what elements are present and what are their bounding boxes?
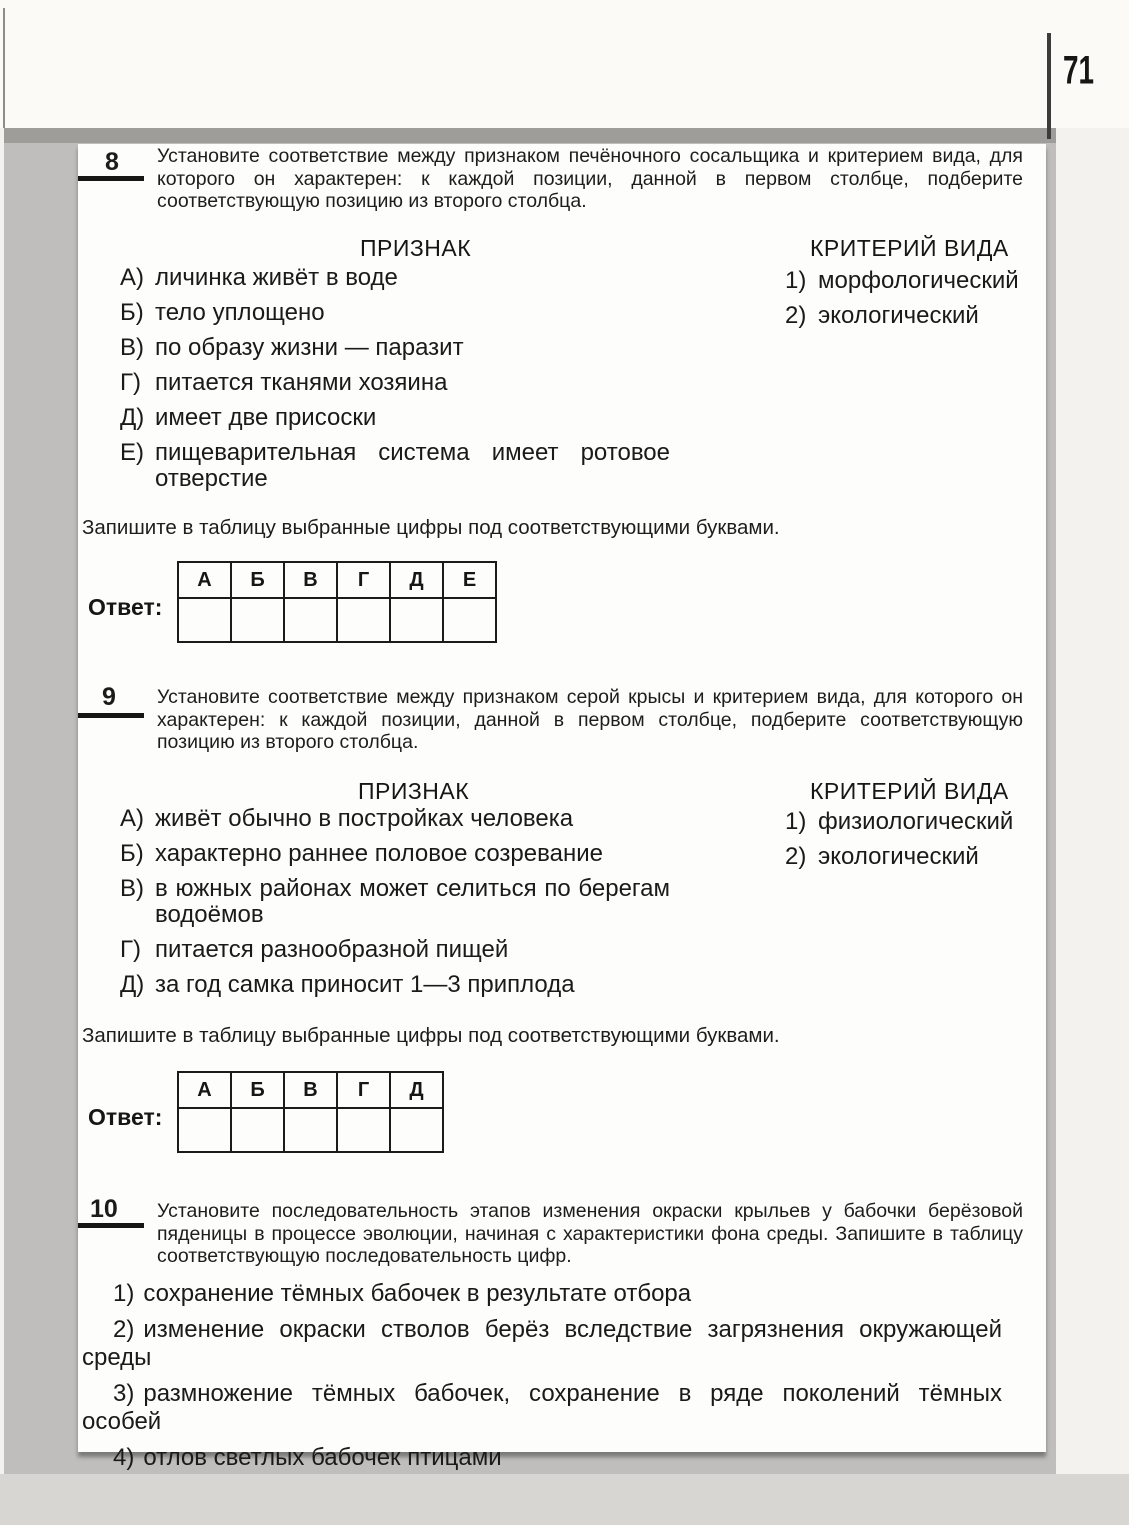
feature-label: А) (120, 805, 144, 832)
answer-input-cell[interactable] (284, 1108, 337, 1152)
answer-column-header: В (284, 1072, 337, 1108)
option-number: 1) (113, 1280, 135, 1307)
answer-input-cell[interactable] (231, 1108, 284, 1152)
question-statement: Установите соответствие между признаком серой крысы и критерием вида, для которого он характерен: к каждой позиции, данной в первом столбце, подберите соответствующую позицию из второго столбца. (157, 686, 1023, 753)
feature-list (120, 265, 680, 501)
answer-input-cell[interactable] (178, 1108, 231, 1152)
option-text: размножение тёмных бабочек, сохранение в ряде поколений тёмных особей (82, 1380, 1002, 1435)
option-item (82, 1316, 1002, 1372)
answer-instruction: Запишите в таблицу выбранные цифры под соответствующими буквами. (82, 1024, 780, 1047)
feature-label: А) (120, 264, 144, 291)
feature-text: пищеварительная система имеет ротовое отверстие (155, 439, 670, 492)
question-statement: Установите последовательность этапов изменения окраски крыльев у бабочки берёзовой пяденицы в процессе эволюции, начиная с характеристики фона среды. Запишите в таблицу соответствующую последовательность цифр. (157, 1200, 1023, 1267)
criterion-text: морфологический (818, 267, 1019, 294)
question-number-underline (78, 176, 144, 181)
page-top-margin (0, 0, 1129, 128)
criteria-column-header: КРИТЕРИЙ ВИДА (810, 778, 1009, 804)
feature-item (120, 972, 680, 998)
feature-label: Б) (120, 840, 144, 867)
answer-input-cell[interactable] (390, 598, 443, 642)
answer-input-cell[interactable] (178, 598, 231, 642)
feature-text: имеет две присоски (155, 404, 377, 431)
option-item (82, 1444, 1002, 1472)
answer-input-cell[interactable] (390, 1108, 443, 1152)
question-number: 10 (90, 1195, 118, 1223)
answer-input-cell[interactable] (231, 598, 284, 642)
feature-text: живёт обычно в постройках человека (155, 805, 574, 832)
question-statement: Установите соответствие между признаком печёночного сосальщика и критерием вида, для которого он характерен: к каждой позиции, данной в первом столбце, подберите соответствующую позицию из второго столбца. (157, 145, 1023, 212)
answer-input-cell[interactable] (337, 598, 390, 642)
feature-text: питается тканями хозяина (155, 369, 448, 396)
feature-label: Г) (120, 936, 141, 963)
feature-item (120, 300, 680, 326)
feature-text: в южных районах может селиться по берегам водоёмов (155, 875, 670, 928)
feature-text: по образу жизни — паразит (155, 334, 464, 361)
feature-label: Д) (120, 404, 145, 431)
feature-text: характерно раннее половое созревание (155, 840, 603, 867)
answer-input-cell[interactable] (443, 598, 496, 642)
option-number: 4) (113, 1444, 135, 1471)
question-number-underline (78, 1223, 144, 1228)
criterion-item (785, 303, 1019, 329)
criterion-label: 1) (785, 808, 807, 835)
answer-column-header: Е (443, 562, 496, 598)
criterion-text: экологический (818, 302, 979, 329)
feature-column-header: ПРИЗНАК (358, 778, 470, 804)
option-text: изменение окраски стволов берёз вследствие загрязнения окружающей среды (82, 1316, 1002, 1371)
feature-item (120, 841, 680, 867)
criterion-item (785, 844, 1013, 870)
answer-instruction: Запишите в таблицу выбранные цифры под соответствующими буквами. (82, 516, 780, 539)
answer-column-header: А (178, 562, 231, 598)
option-item (82, 1280, 1002, 1308)
feature-text: питается разнообразной пищей (155, 936, 509, 963)
answer-input-cell[interactable] (284, 598, 337, 642)
scan-edge-line (3, 8, 5, 128)
criterion-label: 1) (785, 267, 807, 294)
criterion-item (785, 268, 1019, 294)
question-number-underline (78, 713, 144, 718)
option-text: сохранение тёмных бабочек в результате отбора (143, 1280, 692, 1307)
answer-label: Ответ: (88, 1104, 163, 1130)
question-number: 9 (102, 683, 116, 711)
feature-label: Е) (120, 439, 144, 466)
feature-item (120, 405, 680, 431)
feature-item (120, 876, 680, 928)
criterion-text: физиологический (818, 808, 1014, 835)
option-item (82, 1380, 1002, 1436)
exam-page (78, 144, 1046, 1471)
answer-column-header: Б (231, 562, 284, 598)
criteria-list (785, 268, 1019, 338)
answer-input-cell[interactable] (337, 1108, 390, 1152)
page-bottom-margin (0, 1474, 1129, 1525)
answer-label: Ответ: (88, 594, 163, 620)
answer-column-header: Г (337, 1072, 390, 1108)
answer-column-header: В (284, 562, 337, 598)
feature-text: за год самка приносит 1—3 приплода (155, 971, 575, 998)
page-number-divider (1047, 33, 1051, 139)
feature-item (120, 370, 680, 396)
answer-column-header: Г (337, 562, 390, 598)
answer-column-header: Д (390, 1072, 443, 1108)
feature-label: Г) (120, 369, 141, 396)
criterion-text: экологический (818, 843, 979, 870)
option-number: 2) (113, 1316, 135, 1343)
feature-label: В) (120, 875, 144, 902)
feature-label: Б) (120, 299, 144, 326)
feature-item (120, 937, 680, 963)
feature-item (120, 806, 680, 832)
question-number: 8 (105, 148, 119, 176)
feature-label: В) (120, 334, 144, 361)
answer-table (177, 561, 497, 643)
criterion-item (785, 809, 1013, 835)
answer-column-header: Б (231, 1072, 284, 1108)
feature-list (120, 806, 680, 1007)
feature-text: тело уплощено (155, 299, 325, 326)
option-text: отлов светлых бабочек птицами (143, 1444, 502, 1471)
criterion-label: 2) (785, 302, 807, 329)
option-list (82, 1280, 1002, 1480)
answer-table (177, 1071, 444, 1153)
criteria-list (785, 809, 1013, 879)
answer-column-header: Д (390, 562, 443, 598)
criterion-label: 2) (785, 843, 807, 870)
feature-item (120, 265, 680, 291)
feature-item (120, 440, 680, 492)
feature-column-header: ПРИЗНАК (360, 235, 472, 261)
answer-column-header: А (178, 1072, 231, 1108)
feature-label: Д) (120, 971, 145, 998)
option-number: 3) (113, 1380, 135, 1407)
feature-item (120, 335, 680, 361)
criteria-column-header: КРИТЕРИЙ ВИДА (810, 235, 1009, 261)
page-number: 71 (1063, 48, 1095, 93)
feature-text: личинка живёт в воде (155, 264, 398, 291)
